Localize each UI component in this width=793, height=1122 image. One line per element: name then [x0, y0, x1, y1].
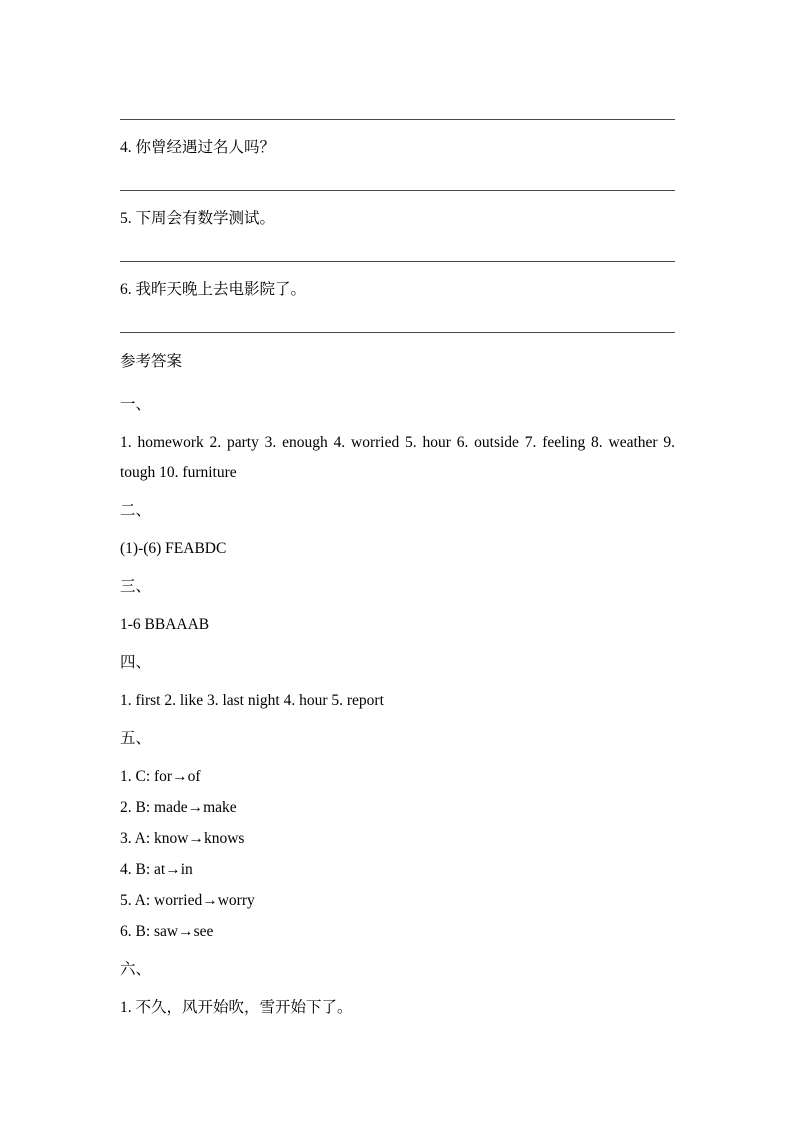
answer-text-correction-4: 4. B: at→in: [120, 861, 193, 878]
answer-key-title: 参考答案: [120, 353, 183, 370]
answer-text-correction-2: 2. B: made→make: [120, 799, 237, 816]
answer-text-correction-5: 5. A: worried→worry: [120, 892, 255, 909]
section-heading-4: 四、: [120, 654, 152, 671]
section-heading-5: 五、: [120, 730, 152, 747]
translation-section: [120, 119, 675, 333]
answer-blank-line: [120, 261, 675, 262]
answer-text-correction-1: 1. C: for→of: [120, 768, 201, 785]
answer-text-section-6: 1. 不久，风开始吹，雪开始下了。: [120, 999, 353, 1016]
section-heading-1: 一、: [120, 396, 152, 413]
answer-key-section: [120, 347, 675, 1023]
translation-question-4: 4. 你曾经遇过名人吗？: [120, 139, 276, 156]
answer-text-correction-3: 3. A: know→knows: [120, 830, 245, 847]
answer-text-section-1: 1. homework 2. party 3. enough 4. worried 5. hour 6. outside 7. feeling 8. weather 9. tough 10. furniture: [120, 434, 675, 481]
section-heading-6: 六、: [120, 961, 152, 978]
section-heading-2: 二、: [120, 502, 152, 519]
answer-text-section-2: (1)-(6) FEABDC: [120, 540, 227, 557]
translation-question-5: 5. 下周会有数学测试。: [120, 210, 276, 227]
translation-question-6: 6. 我昨天晚上去电影院了。: [120, 281, 307, 298]
section-heading-3: 三、: [120, 578, 152, 595]
answer-blank-line: [120, 119, 675, 120]
answer-text-section-3: 1-6 BBAAAB: [120, 616, 210, 633]
answer-text-section-4: 1. first 2. like 3. last night 4. hour 5. report: [120, 692, 384, 709]
answer-text-correction-6: 6. B: saw→see: [120, 923, 214, 940]
answer-blank-line: [120, 332, 675, 333]
answer-blank-line: [120, 190, 675, 191]
